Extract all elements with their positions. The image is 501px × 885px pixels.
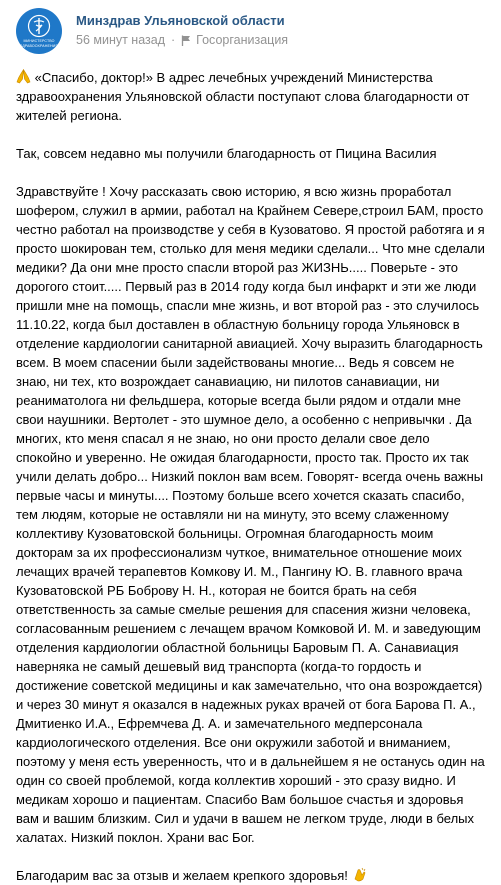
avatar-caption: МИНИСТЕРСТВО ЗДРАВООХРАНЕНИЯ bbox=[19, 39, 59, 48]
post-subintro: Так, совсем недавно мы получили благодарность от Пицина Василия bbox=[16, 146, 437, 161]
folded-hands-emoji bbox=[16, 69, 31, 84]
author-name[interactable]: Минздрав Ульяновской области bbox=[76, 13, 285, 28]
post-meta bbox=[76, 33, 288, 47]
post-header bbox=[16, 8, 486, 52]
author-category: Госорганизация bbox=[196, 33, 289, 47]
post-text bbox=[16, 68, 486, 885]
post-time[interactable]: 56 минут назад bbox=[76, 33, 165, 47]
clapping-hands-emoji bbox=[352, 867, 367, 882]
letter-text: Здравствуйте ! Хочу рассказать свою историю, я всю жизнь проработал шофером, служил в армии, работал на Крайнем Севере,строил БАМ, просто честно работал на производстве у себя в Кузоватово. Я простой работяга и я просто шокирован тем, столько для меня медики сделали... Что мне сделали медики? Да они мне просто спасли второй раз ЖИЗНЬ..... Поверьте - это дорогого стоит..... Первый раз в 2014 году когда был инфаркт и эти же люди пришли мне на помощь, спасли мне жизнь, и вот второй раз - это случилось 11.10.22, когда был доставлен в областную больницу города Ульяновск в отделение кардиологии санитарной авиацией. Хочу выразить благодарность всем. В моем спасении были задействованы многие... Ведь я совсем не знаю, ни тех, кто возрождает санавиацию, ни пилотов санавиации, ни реаниматолога ни фельдшера, которые всегда были рядом и отдали мне свои наушники. Вертолет - это шумное дело, а особенно с непривычки . Да многих, кто меня спасал я не знаю, но они просто делали свое дело спокойно и уверенно. Не ожидая благодарности, просто так. Просто их так учили делать добро... Низкий поклон вам всем. Говорят- всегда очень важны первые часы и минуты.... Поэтому больше всего хочется сказать спасибо, тем людям, которые не оставляли ни на минуту, это всему слаженному коллективу Кузоватовской больницы. Огромная благодарность моим докторам за их профессионализм чуткое, внимательное отношение моих лечащих врачей терапевтов Комкову И. М., Пангину Ю. В. главного врача Кузоватовской РБ Боброву Н. Н., которая не боится брать на себя ответственность за самые смелые решения для спасения жизни человека, согласованным решением с лечащем врачом Комковой И. М. и заведующим отделения кардиологии областной больницы Баровым П. А. Санавиация наверняка не самый дешевый вид транспорта (когда-то гордость и достижение советской медицины и как замечательно, что она возрождается) и через 30 минут я оказался в надежных руках врачей от бога Барова П. А., Дмитиенко И.А., Ефремчева Д. А. и замечательного медперсонала кардиологического отделения. Все они окружили заботой и вниманием, поэтому у меня есть уверенность, что и в дальнейшем я не останусь один на один со своей проблемой, когда коллектив хороший - это сразу видно. И медикам хорошо и пациентам. Спасибо Вам большое счастья и здоровья вам и вашим близким. Сил и удачи в вашем не легком труде, люди в белых халатах. Низкий поклон. Храни вас Бог. bbox=[16, 184, 485, 845]
caduceus-emblem-icon bbox=[27, 14, 51, 38]
meta-separator: · bbox=[171, 33, 176, 47]
author-avatar[interactable] bbox=[16, 8, 62, 54]
post-closing: Благодарим вас за отзыв и желаем крепкого здоровья! bbox=[16, 866, 486, 885]
flag-icon bbox=[181, 35, 191, 46]
post-intro: «Спасибо, доктор!» В адрес лечебных учреждений Министерства здравоохранения Ульяновской области поступают слова благодарности от жителей региона. bbox=[16, 70, 470, 123]
